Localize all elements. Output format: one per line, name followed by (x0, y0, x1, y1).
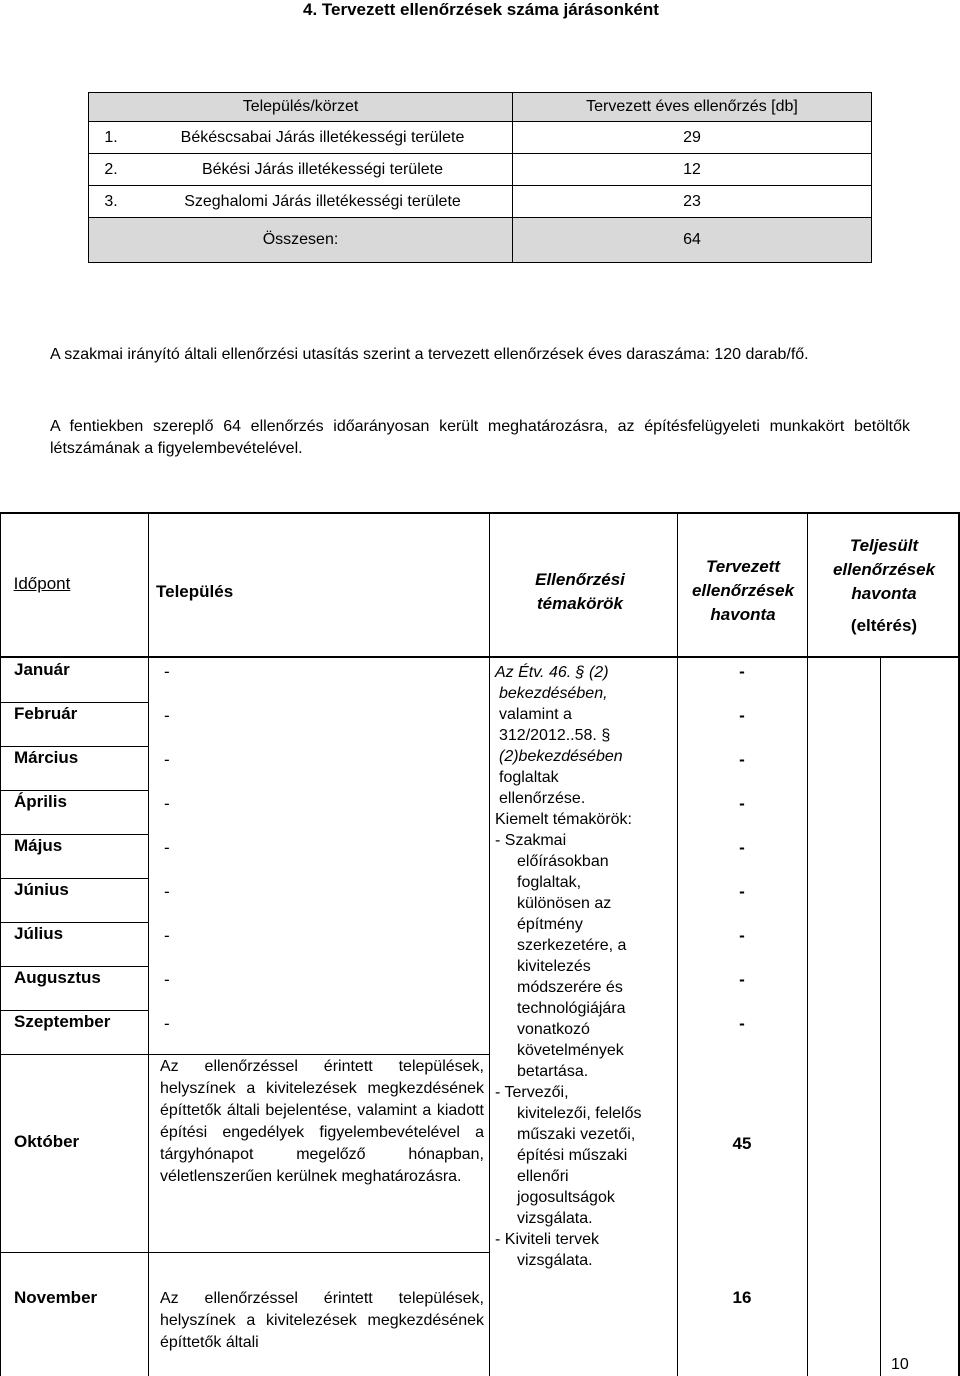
month-june: Június (14, 880, 69, 899)
topic-line: ellenőrzése. (499, 790, 586, 807)
topic-line: kivitelezés (517, 958, 591, 975)
month-may: Május (14, 836, 63, 855)
topic-line: technológiájára (517, 1000, 626, 1017)
topics-text (495, 662, 673, 1271)
header-district: Település/körzet (89, 93, 513, 122)
month-january: Január (14, 660, 70, 679)
planned-cell: - (739, 1014, 745, 1033)
topic-line: vonatkozó (517, 1021, 590, 1038)
header-planned-monthly: Tervezett ellenőrzések havonta (691, 557, 795, 624)
section-heading: 4. Tervezett ellenőrzések száma járásonként (303, 0, 659, 19)
topic-line: szerkezetére, a (517, 937, 627, 954)
november-settlement-note: Az ellenőrzéssel érintett települések, helyszínek a kivitelezések megkezdésének építtetők általi (160, 1290, 484, 1351)
header-topics: Ellenőrzési témakörök (535, 570, 625, 613)
topic-line: bekezdésében, (499, 685, 608, 702)
planned-cell: - (739, 838, 745, 857)
planned-cell: - (739, 706, 745, 725)
month-september: Szeptember (14, 1012, 111, 1031)
month-august: Augusztus (14, 968, 101, 987)
topic-line: különösen az (517, 895, 612, 912)
total-value: 64 (513, 218, 872, 263)
topic-line: (2)bekezdésében (499, 748, 623, 765)
row-value: 29 (513, 122, 872, 154)
header-time: Időpont (13, 574, 71, 593)
total-label: Összesen: (89, 218, 513, 263)
settlement-cell: - (164, 882, 170, 901)
row-number: 1. (89, 122, 134, 154)
topic-line: építmény (517, 916, 583, 933)
settlement-cell: - (164, 838, 170, 857)
planned-cell-october: 45 (732, 1134, 752, 1153)
topic-line: Az Étv. 46. § (2) (495, 664, 609, 681)
header-deviation: (eltérés) (850, 616, 918, 635)
month-november: November (14, 1288, 98, 1307)
header-completed-monthly: Teljesült ellenőrzések havonta (832, 536, 936, 603)
page-number: 10 (891, 1356, 909, 1373)
planned-cell: - (739, 662, 745, 681)
paragraph-distribution: A fentiekben szereplő 64 ellenőrzés időarányosan került meghatározásra, az építésfelügyeleti munkakört betöltők létszámának a figyelembevételével. (50, 418, 910, 457)
total-row (89, 218, 872, 263)
settlement-cell: - (164, 662, 170, 681)
planned-cell: - (739, 926, 745, 945)
topic-line: ellenőri (517, 1168, 569, 1185)
settlement-cell: - (164, 1014, 170, 1033)
topic-line: - Kiviteli tervek (495, 1231, 600, 1248)
month-april: Április (14, 792, 67, 811)
topic-line: módszerére és (517, 979, 623, 996)
planned-cell: - (739, 970, 745, 989)
settlement-cell: - (164, 706, 170, 725)
topic-line: foglaltak, (517, 874, 582, 891)
monthly-inspection-table (0, 512, 960, 1376)
settlement-cell: - (164, 750, 170, 769)
month-october: Október (14, 1132, 80, 1151)
paragraph-annual-count: A szakmai irányító általi ellenőrzési utasítás szerint a tervezett ellenőrzések éves daraszáma: 120 darab/fő. (50, 346, 809, 363)
topic-line: követelmények (517, 1042, 624, 1059)
settlement-cell: - (164, 926, 170, 945)
october-settlement-note: Az ellenőrzéssel érintett települések, helyszínek a kivitelezések megkezdésének építtetők általi bejelentése, valamint a kiadott építési engedélyek figyelembevételével a tárgyhónapot megelőző hónapban, véletlenszerűen kerülnek meghatározásra. (160, 1058, 484, 1185)
topic-line: - Tervezői, (495, 1084, 569, 1101)
topic-line: Kiemelt témakörök: (495, 811, 632, 828)
topic-line: vizsgálata. (517, 1210, 593, 1227)
topic-line: foglaltak (499, 769, 559, 786)
row-number: 2. (89, 154, 134, 186)
header-settlement: Település (156, 582, 234, 601)
topic-line: építési műszaki (517, 1147, 628, 1164)
topic-line: jogosultságok (517, 1189, 615, 1206)
table-row (89, 154, 872, 186)
row-value: 23 (513, 186, 872, 218)
topic-line: - Szakmai (495, 832, 567, 849)
settlement-cell: - (164, 794, 170, 813)
row-district: Békéscsabai Járás illetékességi területe (133, 122, 513, 154)
settlement-cell: - (164, 970, 170, 989)
topic-line: 312/2012..58. § (499, 727, 611, 744)
row-value: 12 (513, 154, 872, 186)
row-number: 3. (89, 186, 134, 218)
topic-line: valamint a (499, 706, 572, 723)
planned-cell: - (739, 750, 745, 769)
district-inspection-table (88, 92, 872, 263)
topic-line: műszaki vezetői, (517, 1126, 636, 1143)
header-planned: Tervezett éves ellenőrzés [db] (513, 93, 872, 122)
table-row (89, 122, 872, 154)
topic-line: vizsgálata. (517, 1252, 593, 1269)
planned-cell-november: 16 (732, 1288, 752, 1307)
planned-cell: - (739, 794, 745, 813)
topic-line: betartása. (517, 1063, 589, 1080)
row-district: Békési Járás illetékességi területe (133, 154, 513, 186)
month-july: Július (14, 924, 64, 943)
topic-line: kivitelezői, felelős (517, 1105, 642, 1122)
month-march: Március (14, 748, 79, 767)
month-february: Február (14, 704, 78, 723)
table-row (89, 186, 872, 218)
row-district: Szeghalomi Járás illetékességi területe (133, 186, 513, 218)
planned-cell: - (739, 882, 745, 901)
table-header-row (89, 93, 872, 122)
topic-line: előírásokban (517, 853, 609, 870)
